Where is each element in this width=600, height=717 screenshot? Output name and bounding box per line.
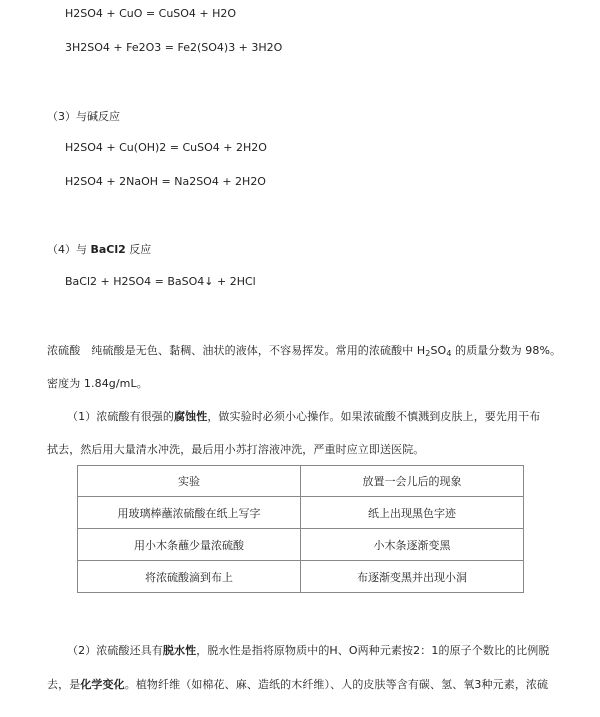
table-cell: 将浓硫酸滴到布上 [78,561,301,593]
table-row [78,497,524,529]
p1-bold: 腐蚀性 [174,410,208,423]
p2-line2 [47,676,548,692]
table-row [78,561,524,593]
p2-bold: 脱水性 [162,644,197,657]
experiment-table [77,465,524,593]
conc-line1-b: SO [430,344,447,357]
equation-cuoh2: H2SO4 + Cu(OH)2 = CuSO4 + 2H2O [65,141,267,154]
conc-line2: 密度为 1.84g/mL。 [47,377,148,390]
table-cell: 纸上出现黑色字迹 [301,497,524,529]
conc-line1 [47,342,561,358]
table-cell: 用小木条蘸少量浓硫酸 [78,529,301,561]
equation-naoh: H2SO4 + 2NaOH = Na2SO4 + 2H2O [65,175,266,188]
section-4-bold: BaCl2 [90,243,126,256]
table-header-cell: 实验 [78,466,301,497]
table-header-row [78,466,524,497]
p2-b: ，脱水性是指将原物质中的H、O两种元素按2：1的原子个数比的比例脱 [196,644,550,657]
table-header-cell: 放置一会儿后的现象 [301,466,524,497]
p2-line1 [67,642,549,658]
p2-bold2: 化学变化 [80,678,125,691]
section-3-title: （3）与碱反应 [47,110,120,123]
p1-b: ，做实验时必须小心操作。如果浓硫酸不慎溅到皮肤上，要先用干布 [207,410,541,423]
conc-sub2: 4 [446,349,452,358]
section-4-suffix: 反应 [125,243,152,256]
p1-line2: 拭去，然后用大量清水冲洗，最后用小苏打溶液冲洗，严重时应立即送医院。 [47,443,425,456]
conc-sub1: 2 [425,349,431,358]
section-4-prefix: （4）与 [47,243,91,256]
table-cell: 用玻璃棒蘸浓硫酸在纸上写字 [78,497,301,529]
conc-line1-a: 浓硫酸 纯硫酸是无色、黏稠、油状的液体，不容易挥发。常用的浓硫酸中 H [47,344,426,357]
p2-a: （2）浓硫酸还具有 [67,644,163,657]
p2-d: 。植物纤维（如棉花、麻、造纸的木纤维）、人的皮肤等含有碳、氢、氧3种元素，浓硫 [124,678,549,691]
table-cell: 小木条逐渐变黑 [301,529,524,561]
equation-cuo: H2SO4 + CuO = CuSO4 + H2O [65,7,237,20]
conc-line1-c: 的质量分数为 98%。 [451,344,562,357]
table-row [78,529,524,561]
table-cell: 布逐渐变黑并出现小洞 [301,561,524,593]
p1-line1 [67,408,540,424]
equation-fe2o3: 3H2SO4 + Fe2O3 = Fe2(SO4)3 + 3H2O [65,41,283,54]
p2-c: 去，是 [47,678,81,691]
equation-bacl2: BaCl2 + H2SO4 = BaSO4↓ + 2HCl [65,275,256,288]
p1-a: （1）浓硫酸有很强的 [67,410,174,423]
section-4-title [47,241,151,257]
